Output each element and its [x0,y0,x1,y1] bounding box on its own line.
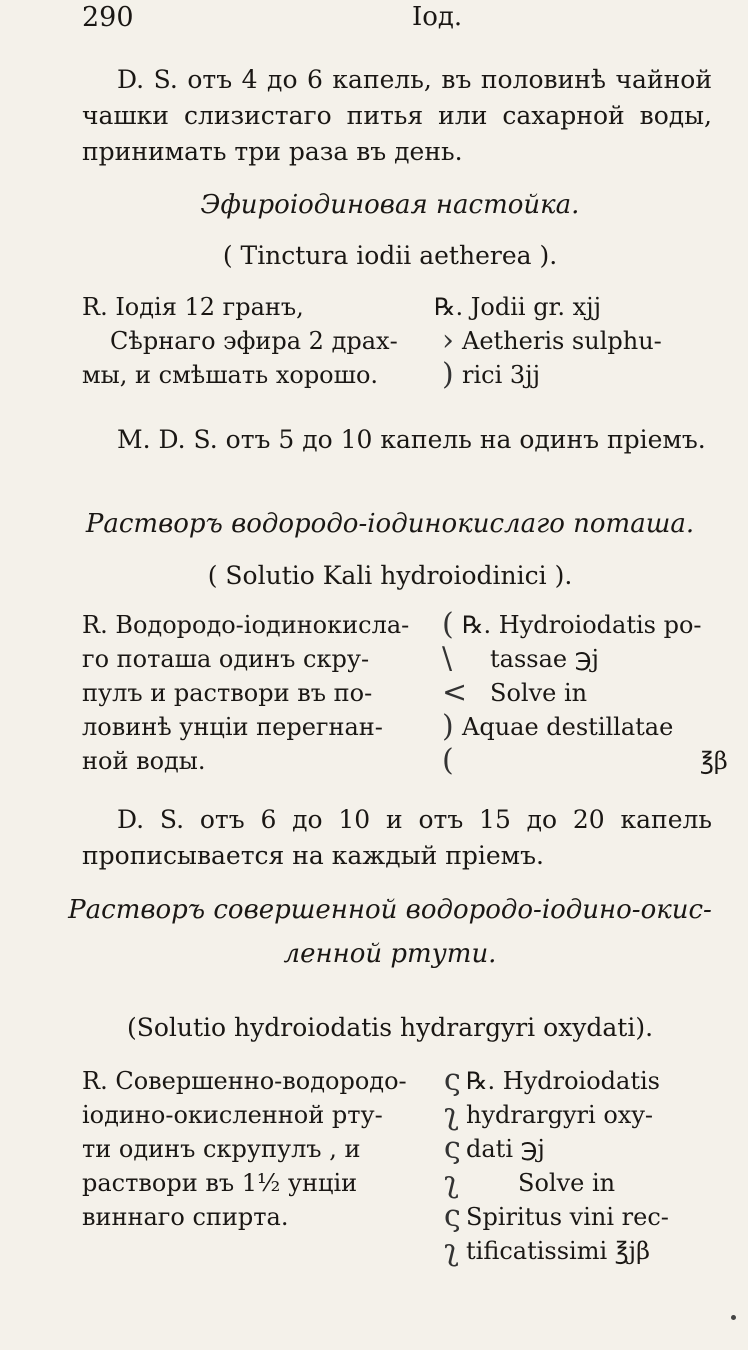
prescription-russian [82,1064,442,1234]
rx-line: Solve in [490,679,588,707]
rx-line: Aetheris sulphu- [462,327,662,355]
prescription-latin [462,608,742,778]
rx-line: ной воды. [82,747,206,775]
rx-line: ℞. Hydroiodatis po- [462,611,702,639]
section-title-potash: Растворъ водородо-іодинокислаго поташа. [85,509,695,539]
rx-line: ловинѣ унціи перегнан- [82,713,383,741]
rx-line: пулъ и раствори въ по- [82,679,373,707]
latin-title-tincture: ( Tinctura iodii aetherea ). [222,241,558,270]
rx-line: Сѣрнаго эфира 2 драх- [110,327,398,355]
dosage-paragraph-1: D. S. отъ 4 до 6 капель, въ половинѣ чайной чашки слизистаго питья или сахарной воды, принимать три раза въ день. [82,65,712,166]
rx-line: R. Совершенно-водородо- [82,1067,407,1095]
prescription-latin [434,290,714,392]
rx-line: dati ℈j [466,1135,545,1163]
prescription-potash [82,608,732,783]
rx-line: го поташа одинъ скру- [82,645,370,673]
section-title-mercury [60,888,720,976]
page-number: 290 [82,2,134,33]
rx-line: ℞. Jodii gr. xjj [434,293,602,321]
dosage-paragraph-2: M. D. S. отъ 5 до 10 капель на одинъ пріемъ. [117,425,706,454]
section-title-tincture: Эфироіодиновая настойка. [200,190,580,220]
page-header [82,0,708,36]
rx-line: tassae ℈j [490,645,599,673]
prescription-mercury [82,1064,732,1274]
running-title: Іод. [412,2,463,32]
brace-icon: ( \ < ) ( [442,607,468,778]
prescription-tincture [82,290,732,400]
latin-title-potash: ( Solutio Kali hydroiodinici ). [207,561,573,590]
rx-line: мы, и смѣшать хорошо. [82,361,379,389]
prescription-russian [82,608,442,778]
section-title-line: ленной ртути. [283,939,497,969]
rx-line: Solve in [518,1169,616,1197]
rx-line: ℥β [700,747,728,775]
rx-line: виннаго спирта. [82,1203,289,1231]
dosage-paragraph-3: D. S. отъ 6 до 10 и отъ 15 до 20 капель прописывается на каждый пріемъ. [82,805,712,870]
prescription-russian [82,290,442,392]
rx-line: Aquae destillatae [462,713,674,741]
rx-line: hydrargyri oxy- [466,1101,653,1129]
rx-line: Spiritus vini rec- [466,1203,669,1231]
rx-line: rici 3jj [462,361,541,389]
rx-line: ти одинъ скрупулъ , и [82,1135,361,1163]
brace-icon: ς ʅ ς ʅ ς ʅ [444,1063,461,1268]
rx-line: R. Іодія 12 гранъ, [82,293,304,321]
brace-icon: › ) [442,323,454,392]
rx-line: tificatissimi ℥jβ [466,1237,650,1265]
section-title-line: Растворъ совершенной водородо-іодино-окис- [68,895,712,925]
latin-title-mercury: (Solutio hydroiodatis hydrargyri oxydati). [126,1013,654,1042]
prescription-latin [466,1064,746,1268]
rx-line: ℞. Hydroiodatis [466,1067,660,1095]
rx-line: раствори въ 1½ унціи [82,1169,358,1197]
ink-speck [731,1315,736,1320]
rx-line: іодино-окисленной рту- [82,1101,383,1129]
rx-line: R. Водородо-іодинокисла- [82,611,410,639]
